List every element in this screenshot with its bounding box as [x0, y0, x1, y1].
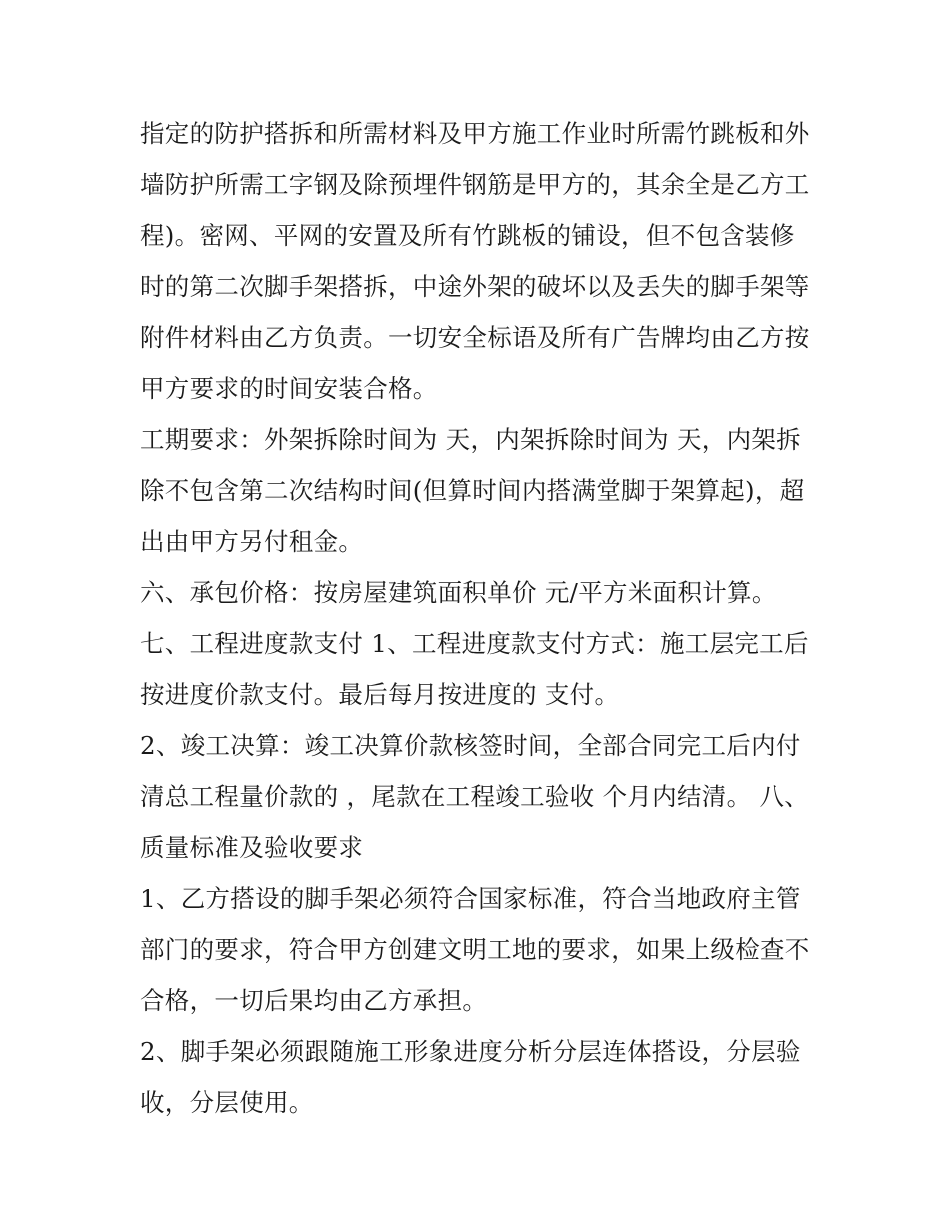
- text-line: 2、竣工决算：竣工决算价款核签时间，全部合同完工后内付: [140, 731, 801, 760]
- text-line: 甲方要求的时间安装合格。: [140, 374, 438, 403]
- text-line: 附件材料由乙方负责。一切安全标语及所有广告牌均由乙方按: [140, 323, 810, 352]
- text-line: 部门的要求，符合甲方创建文明工地的要求，如果上级检查不: [140, 935, 810, 964]
- text-line: 清总工程量价款的 ，尾款在工程竣工验收 个月内结清。 八、: [140, 782, 810, 811]
- text-line: 1、乙方搭设的脚手架必须符合国家标准，符合当地政府主管: [140, 884, 801, 913]
- text-line: 六、承包价格：按房屋建筑面积单价 元/平方米面积计算。: [140, 578, 777, 607]
- text-line: 墙防护所需工字钢及除预埋件钢筋是甲方的，其余全是乙方工: [140, 170, 810, 199]
- text-line: 按进度价款支付。最后每月按进度的 支付。: [140, 680, 620, 709]
- text-line: 指定的防护搭拆和所需材料及甲方施工作业时所需竹跳板和外: [140, 119, 810, 148]
- text-line: 工期要求：外架拆除时间为 天，内架拆除时间为 天，内架拆: [140, 425, 801, 454]
- text-line: 出由甲方另付租金。: [140, 527, 364, 556]
- text-line: 时的第二次脚手架搭拆，中途外架的破坏以及丢失的脚手架等: [140, 272, 810, 301]
- text-line: 除不包含第二次结构时间(但算时间内搭满堂脚于架算起)，超: [140, 476, 805, 505]
- text-line: 2、脚手架必须跟随施工形象进度分析分层连体搭设，分层验: [140, 1037, 801, 1066]
- text-line: 七、工程进度款支付 1、工程进度款支付方式：施工层完工后: [140, 629, 809, 658]
- text-line: 程)。密网、平网的安置及所有竹跳板的铺设，但不包含装修: [140, 221, 795, 250]
- document-body: [140, 108, 820, 1128]
- text-line: 收，分层使用。: [140, 1088, 314, 1117]
- text-line: 合格，一切后果均由乙方承担。: [140, 986, 488, 1015]
- text-line: 质量标准及验收要求: [140, 833, 364, 862]
